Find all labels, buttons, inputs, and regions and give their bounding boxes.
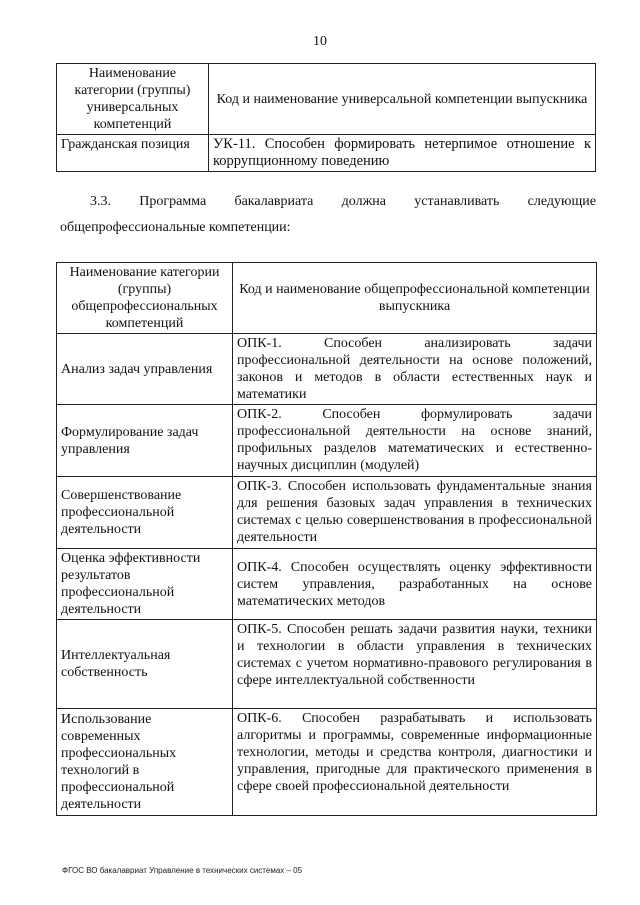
category-cell: Использование современных профессиональных технологий в профессиональной деятельности bbox=[57, 709, 233, 816]
competence-cell: ОПК-2. Способен формулировать задачи профессиональной деятельности на основе знаний, профильных разделов математических и естественно-научных дисциплин (модулей) bbox=[233, 405, 597, 477]
competence-cell: УК-11. Способен формировать нетерпимое отношение к коррупционному поведению bbox=[209, 135, 596, 172]
paragraph-word: должна bbox=[341, 194, 386, 209]
general-professional-competencies-table bbox=[56, 262, 597, 816]
competence-cell: ОПК-5. Способен решать задачи развития науки, техники и технологии в области управления в технических системах с учетом нормативно-правового регулирования в сфере интеллектуальной собственности bbox=[233, 620, 597, 709]
table-header-row bbox=[57, 64, 596, 135]
paragraph-line-1 bbox=[60, 194, 596, 210]
paragraph-word: Программа bbox=[139, 194, 207, 209]
category-cell: Формулирование задач управления bbox=[57, 405, 233, 477]
paragraph-line-2: общепрофессиональные компетенции: bbox=[60, 220, 291, 235]
paragraph-word: устанавливать bbox=[414, 194, 500, 209]
paragraph-word: бакалавриата bbox=[234, 194, 314, 209]
table-row bbox=[57, 709, 597, 816]
competence-cell: ОПК-4. Способен осуществлять оценку эффективности систем управления, разработанных на основе математических методов bbox=[233, 549, 597, 620]
table-row bbox=[57, 620, 597, 709]
column-header-competence: Код и наименование общепрофессиональной компетенции выпускника bbox=[233, 263, 597, 334]
column-header-category: Наименование категории (группы) универсальных компетенций bbox=[57, 64, 209, 135]
competence-cell: ОПК-1. Способен анализировать задачи профессиональной деятельности на основе положений, законов и методов в области естественных наук и математики bbox=[233, 334, 597, 405]
table-row bbox=[57, 405, 597, 477]
table-row bbox=[57, 477, 597, 549]
category-cell: Оценка эффективности результатов профессиональной деятельности bbox=[57, 549, 233, 620]
competence-cell: ОПК-3. Способен использовать фундаментальные знания для решения базовых задач управления в технических системах с целью совершенствования в профессиональной деятельности bbox=[233, 477, 597, 549]
paragraph-word: следующие bbox=[527, 194, 596, 209]
competence-cell: ОПК-6. Способен разрабатывать и использовать алгоритмы и программы, современные информационные технологии, методы и средства контроля, диагностики и управления, пригодные для практического применения в сфере своей профессиональной деятельности bbox=[233, 709, 597, 816]
page-number: 10 bbox=[313, 34, 327, 49]
universal-competencies-table bbox=[56, 63, 596, 172]
page-footer: ФГОС ВО бакалавриат Управление в технических системах – 05 bbox=[62, 866, 303, 875]
paragraph-word: 3.3. bbox=[90, 194, 111, 209]
category-cell: Гражданская позиция bbox=[57, 135, 209, 172]
column-header-competence: Код и наименование универсальной компетенции выпускника bbox=[209, 64, 596, 135]
column-header-category: Наименование категории (группы) общепрофессиональных компетенций bbox=[57, 263, 233, 334]
table-header-row bbox=[57, 263, 597, 334]
category-cell: Интеллектуальная собственность bbox=[57, 620, 233, 709]
category-cell: Анализ задач управления bbox=[57, 334, 233, 405]
table-row bbox=[57, 334, 597, 405]
table-row bbox=[57, 549, 597, 620]
table-row bbox=[57, 135, 596, 172]
category-cell: Совершенствование профессиональной деятельности bbox=[57, 477, 233, 549]
